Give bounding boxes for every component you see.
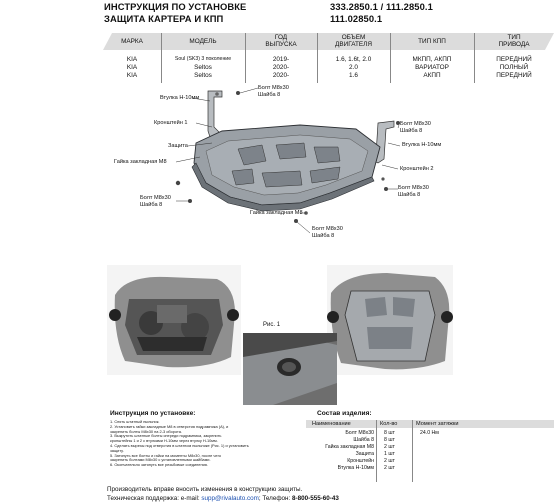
cell-engine: 1.6, 1.6t, 2.0	[335, 56, 372, 63]
photo-engine-bay-before	[107, 265, 241, 375]
instruction-step: закрепить болты М8х30 на 2-3 оборота.	[110, 428, 183, 434]
label-washer-top: Шайба 8	[258, 92, 281, 98]
instructions-list	[110, 420, 300, 468]
product-code-2: 111.02850.1	[330, 13, 383, 24]
col-header-year: ГОД ВЫПУСКА	[265, 34, 297, 49]
table-row: Кронштейн 2 шт	[347, 458, 395, 464]
label-washer-bottom: Шайба 8	[312, 233, 335, 239]
cell-engine: 2.0	[349, 64, 358, 71]
label-bracket-1: Кронштейн 1	[154, 120, 188, 126]
label-bolt-top: Болт М8х30	[258, 85, 289, 91]
doc-subtitle: ЗАЩИТА КАРТЕРА И КПП	[104, 13, 224, 24]
cell-year: 2019-	[272, 56, 290, 63]
table-row: Втулка Н-10мм 2 шт	[337, 465, 395, 471]
cell-drive: ПЕРЕДНИЙ	[496, 72, 532, 79]
table-row: Шайба 8 8 шт	[353, 437, 395, 443]
kit-col-name: Наименование	[312, 421, 351, 427]
label-washer-right-top: Шайба 8	[400, 128, 423, 134]
cell-gearbox: МКПП, АКПП	[412, 56, 452, 63]
instruction-step: 1. Снять штатный пыльник.	[110, 419, 160, 424]
product-code-1: 333.2850.1 / 111.2850.1	[330, 1, 433, 12]
col-header-drive: ТИП ПРИВОДА	[498, 34, 530, 49]
vehicle-table	[103, 33, 554, 83]
kit-table	[306, 420, 554, 482]
instruction-step: 2. Установить гайки закладные М8 в отверстия подрамника (А), и	[110, 423, 229, 429]
footer-disclaimer: Производитель вправе вносить изменения в конструкцию защиты.	[107, 486, 303, 493]
cell-model: Seltos	[194, 72, 212, 79]
cell-year: 2020-	[272, 64, 290, 71]
bolt-top-icon	[236, 91, 240, 95]
cell-model: Seltos	[194, 64, 212, 71]
doc-title: ИНСТРУКЦИЯ ПО УСТАНОВКЕ	[104, 1, 247, 12]
label-bushing-left: Втулка Н-10мм	[160, 95, 200, 101]
instruction-step: закрепить болтами М8х30 с установленными шайбами.	[110, 457, 211, 463]
washer-right-icon	[381, 177, 384, 180]
label-bolt-right: Болт М8х30	[398, 185, 429, 191]
col-header-model: МОДЕЛЬ	[189, 38, 217, 45]
label-shield: Защита	[168, 143, 188, 149]
photo-engine-bay-after	[327, 265, 453, 375]
cell-year: 2020-	[272, 72, 290, 79]
fig-1-caption: Рис. 1	[263, 322, 281, 328]
col-header-brand: МАРКА	[121, 38, 143, 45]
label-bolt-left: Болт М8х30	[140, 195, 171, 201]
support-email-link[interactable]: supp@rivalauto.com	[201, 495, 259, 502]
assembly-diagram	[0, 85, 560, 255]
kit-col-torque: Момент затяжки	[416, 421, 459, 427]
kit-title: Состав изделия:	[317, 410, 372, 417]
phone-label: ; Телефон:	[258, 495, 292, 502]
cell-brand: KIA	[126, 64, 138, 71]
col-header-gearbox: ТИП КПП	[418, 38, 446, 45]
label-washer-right: Шайба 8	[398, 192, 421, 198]
nut-left-icon	[176, 181, 180, 185]
label-washer-left: Шайба 8	[140, 202, 163, 208]
instruction-step: защиту.	[110, 447, 124, 453]
bracket-1-drawing	[208, 91, 222, 137]
label-nut-bottom: Гайка закладная М8	[250, 210, 303, 216]
bolt-right-icon	[384, 187, 388, 191]
shield-drawing	[192, 125, 380, 211]
label-bracket-2: Кронштейн 2	[400, 166, 434, 172]
instructions-title: Инструкция по установке:	[110, 410, 196, 417]
instruction-step: 4. Сделать вырезы под отверстия в штатном пыльнике (Рис. 1) и установить	[110, 442, 249, 448]
photo-fig-1	[243, 333, 337, 405]
label-nut-left: Гайка закладная М8	[114, 159, 167, 165]
instruction-step: 3. Выкрутить штатные болты спереди подрамника, закрепить	[110, 433, 222, 439]
footer-support	[107, 495, 339, 502]
cell-gearbox: ВАРИАТОР	[415, 64, 449, 71]
table-row: Болт М8х30 8 шт 24.0 Нм	[345, 430, 439, 436]
label-bushing-right: Втулка Н-10мм	[402, 142, 442, 148]
col-header-engine: ОБЪЕМ ДВИГАТЕЛЯ	[335, 34, 372, 49]
instruction-step: 6. Окончательно затянуть все резьбовые соединения.	[110, 462, 208, 468]
header	[0, 0, 560, 30]
instruction-step: кронштейны 1 и 2 с втулками Н-10мм через втулку Н-10мм.	[110, 438, 218, 444]
cell-brand: KIA	[126, 72, 138, 79]
cell-model: Soul (SK3) 3 поколение	[174, 56, 232, 62]
table-row: Гайка закладная М8 2 шт	[325, 444, 395, 450]
cell-drive: ПЕРЕДНИЙ	[496, 56, 532, 63]
label-bolt-right-top: Болт М8х30	[400, 121, 431, 127]
label-bolt-bottom: Болт М8х30	[312, 226, 343, 232]
instruction-step: 5. Затянуть все болты и гайки на моменты М8х30, после чего	[110, 452, 222, 458]
cell-brand: KIA	[126, 56, 138, 63]
support-phone: 8-800-555-60-43	[292, 495, 339, 502]
cell-engine: 1.6	[349, 72, 358, 79]
cell-gearbox: АКПП	[423, 72, 441, 79]
support-label: Техническая поддержка: e-mail:	[107, 495, 202, 502]
table-row: Защита 1 шт	[355, 451, 395, 457]
kit-col-qty: Кол-во	[380, 421, 398, 427]
cell-drive: ПОЛНЫЙ	[499, 64, 529, 71]
